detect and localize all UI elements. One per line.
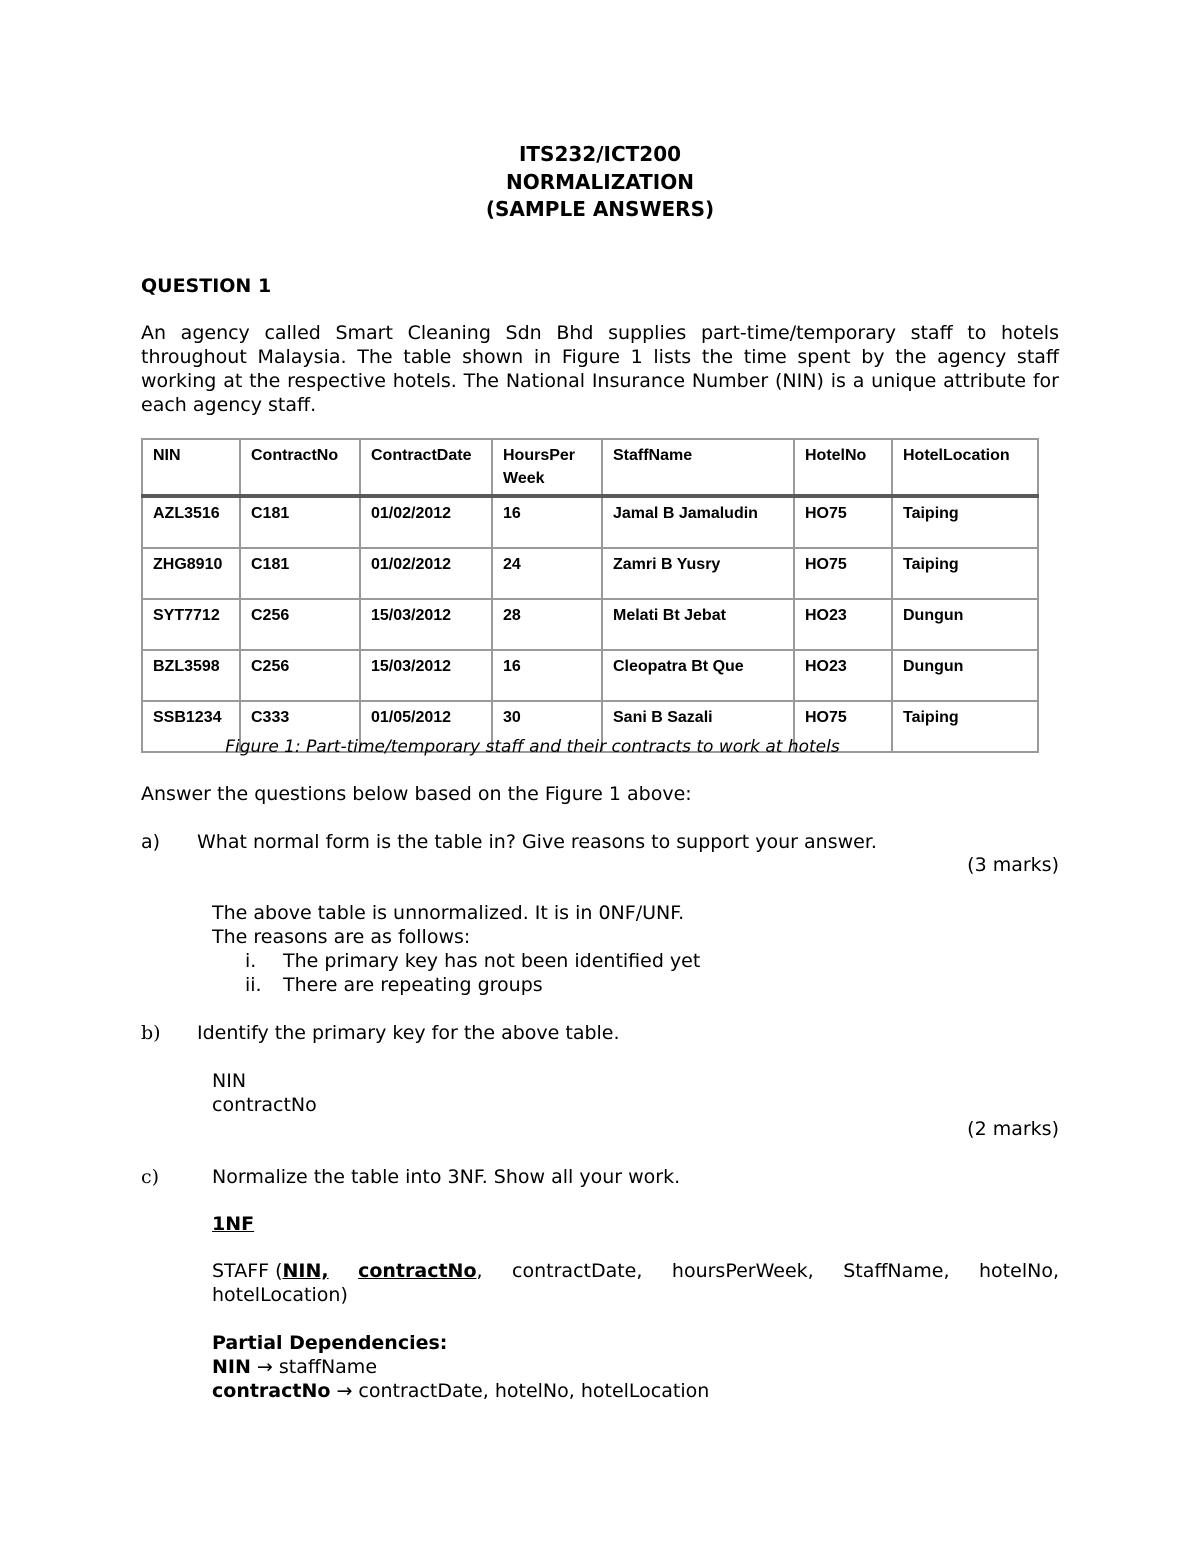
question-c-text: Normalize the table into 3NF. Show all your work. bbox=[212, 1166, 681, 1188]
table-cell: SSB1234 bbox=[142, 701, 240, 752]
document-title: NORMALIZATION bbox=[506, 170, 694, 194]
table-cell: Cleopatra Bt Que bbox=[602, 650, 794, 701]
table-cell: C181 bbox=[240, 496, 360, 548]
staff-relation-line2: hotelLocation) bbox=[212, 1284, 348, 1306]
table-cell: C333 bbox=[240, 701, 360, 752]
table-row bbox=[142, 599, 1038, 650]
dependency-contractno: contractNo → contractDate, hotelNo, hotelLocation bbox=[212, 1380, 710, 1402]
primary-key-contractno: contractNo bbox=[358, 1260, 477, 1282]
table-cell: ZHG8910 bbox=[142, 548, 240, 599]
table-cell: C256 bbox=[240, 599, 360, 650]
column-header: ContractNo bbox=[240, 439, 360, 496]
table-cell: Sani B Sazali bbox=[602, 701, 794, 752]
table-cell: 01/05/2012 bbox=[360, 701, 492, 752]
question-b-marks: (2 marks) bbox=[967, 1118, 1059, 1140]
table-cell: 30 bbox=[492, 701, 602, 752]
table-cell: Taiping bbox=[892, 548, 1038, 599]
attribute: contractDate, bbox=[512, 1260, 643, 1282]
answer-a-line1: The above table is unnormalized. It is in 0NF/UNF. bbox=[212, 902, 685, 924]
attribute: hotelNo, bbox=[979, 1260, 1059, 1282]
column-header: HoursPer Week bbox=[492, 439, 602, 496]
question-a-label: a) bbox=[141, 831, 161, 853]
table-cell: Jamal B Jamaludin bbox=[602, 496, 794, 548]
table-cell: 15/03/2012 bbox=[360, 650, 492, 701]
staff-contracts-table bbox=[141, 438, 1039, 753]
table-cell: AZL3516 bbox=[142, 496, 240, 548]
table-row bbox=[142, 496, 1038, 548]
table-cell: C256 bbox=[240, 650, 360, 701]
table-header-row bbox=[142, 439, 1038, 496]
primary-key-contractno-group: contractNo, bbox=[358, 1260, 483, 1282]
column-header: NIN bbox=[142, 439, 240, 496]
table-cell: 24 bbox=[492, 548, 602, 599]
table-cell: 01/02/2012 bbox=[360, 548, 492, 599]
table-row bbox=[142, 548, 1038, 599]
table-row bbox=[142, 650, 1038, 701]
instructions: Answer the questions below based on the Figure 1 above: bbox=[141, 783, 692, 805]
attribute: hoursPerWeek, bbox=[671, 1260, 814, 1282]
table-cell: Taiping bbox=[892, 701, 1038, 752]
column-header: ContractDate bbox=[360, 439, 492, 496]
question-c-label: c) bbox=[141, 1166, 160, 1188]
dependency-nin: NIN → staffName bbox=[212, 1356, 378, 1378]
answer-a-line2: The reasons are as follows: bbox=[212, 926, 471, 948]
question-b-text: Identify the primary key for the above table. bbox=[197, 1022, 620, 1044]
table-cell: HO75 bbox=[794, 496, 892, 548]
reason-text: The primary key has not been identified yet bbox=[283, 950, 701, 972]
column-header: StaffName bbox=[602, 439, 794, 496]
question-heading: QUESTION 1 bbox=[141, 275, 272, 297]
figure-caption: Figure 1: Part-time/temporary staff and their contracts to work at hotels bbox=[225, 737, 840, 757]
table-cell: Taiping bbox=[892, 496, 1038, 548]
question-b-label: b) bbox=[141, 1022, 161, 1044]
document-subtitle: (SAMPLE ANSWERS) bbox=[485, 197, 715, 221]
table-cell: SYT7712 bbox=[142, 599, 240, 650]
table-cell: Zamri B Yusry bbox=[602, 548, 794, 599]
staff-relation-line1 bbox=[212, 1259, 1059, 1283]
column-header: HotelLocation bbox=[892, 439, 1038, 496]
attribute: StaffName, bbox=[843, 1260, 950, 1282]
partial-dependencies-heading: Partial Dependencies: bbox=[212, 1332, 448, 1354]
table-cell: 16 bbox=[492, 650, 602, 701]
answer-b-line1: NIN bbox=[212, 1070, 247, 1092]
course-code: ITS232/ICT200 bbox=[518, 142, 682, 166]
table-cell: HO75 bbox=[794, 701, 892, 752]
table-cell: 28 bbox=[492, 599, 602, 650]
table-cell: Dungun bbox=[892, 599, 1038, 650]
reason-number: ii. bbox=[245, 974, 262, 996]
table-cell: C181 bbox=[240, 548, 360, 599]
answer-b-line2: contractNo bbox=[212, 1094, 317, 1116]
table-cell: Dungun bbox=[892, 650, 1038, 701]
table-cell: BZL3598 bbox=[142, 650, 240, 701]
table-cell: Melati Bt Jebat bbox=[602, 599, 794, 650]
table-cell: HO23 bbox=[794, 650, 892, 701]
question-intro: An agency called Smart Cleaning Sdn Bhd supplies part-time/temporary staff to hotels throughout Malaysia. The table shown in Figure 1 lists the time spent by the agency staff working at the respective hotels. The National Insurance Number (NIN) is a unique attribute for each agency staff. bbox=[141, 322, 1059, 416]
table-cell: 01/02/2012 bbox=[360, 496, 492, 548]
reason-number: i. bbox=[245, 950, 257, 972]
nf-heading: 1NF bbox=[212, 1213, 255, 1235]
relation-name: STAFF (NIN, bbox=[212, 1260, 329, 1282]
primary-key-nin: NIN, bbox=[282, 1260, 329, 1282]
question-a-marks: (3 marks) bbox=[967, 854, 1059, 876]
reason-text: There are repeating groups bbox=[283, 974, 543, 996]
question-a-text: What normal form is the table in? Give reasons to support your answer. bbox=[197, 831, 877, 853]
column-header: HotelNo bbox=[794, 439, 892, 496]
table-cell: 16 bbox=[492, 496, 602, 548]
table-cell: HO75 bbox=[794, 548, 892, 599]
table-cell: HO23 bbox=[794, 599, 892, 650]
table-cell: 15/03/2012 bbox=[360, 599, 492, 650]
